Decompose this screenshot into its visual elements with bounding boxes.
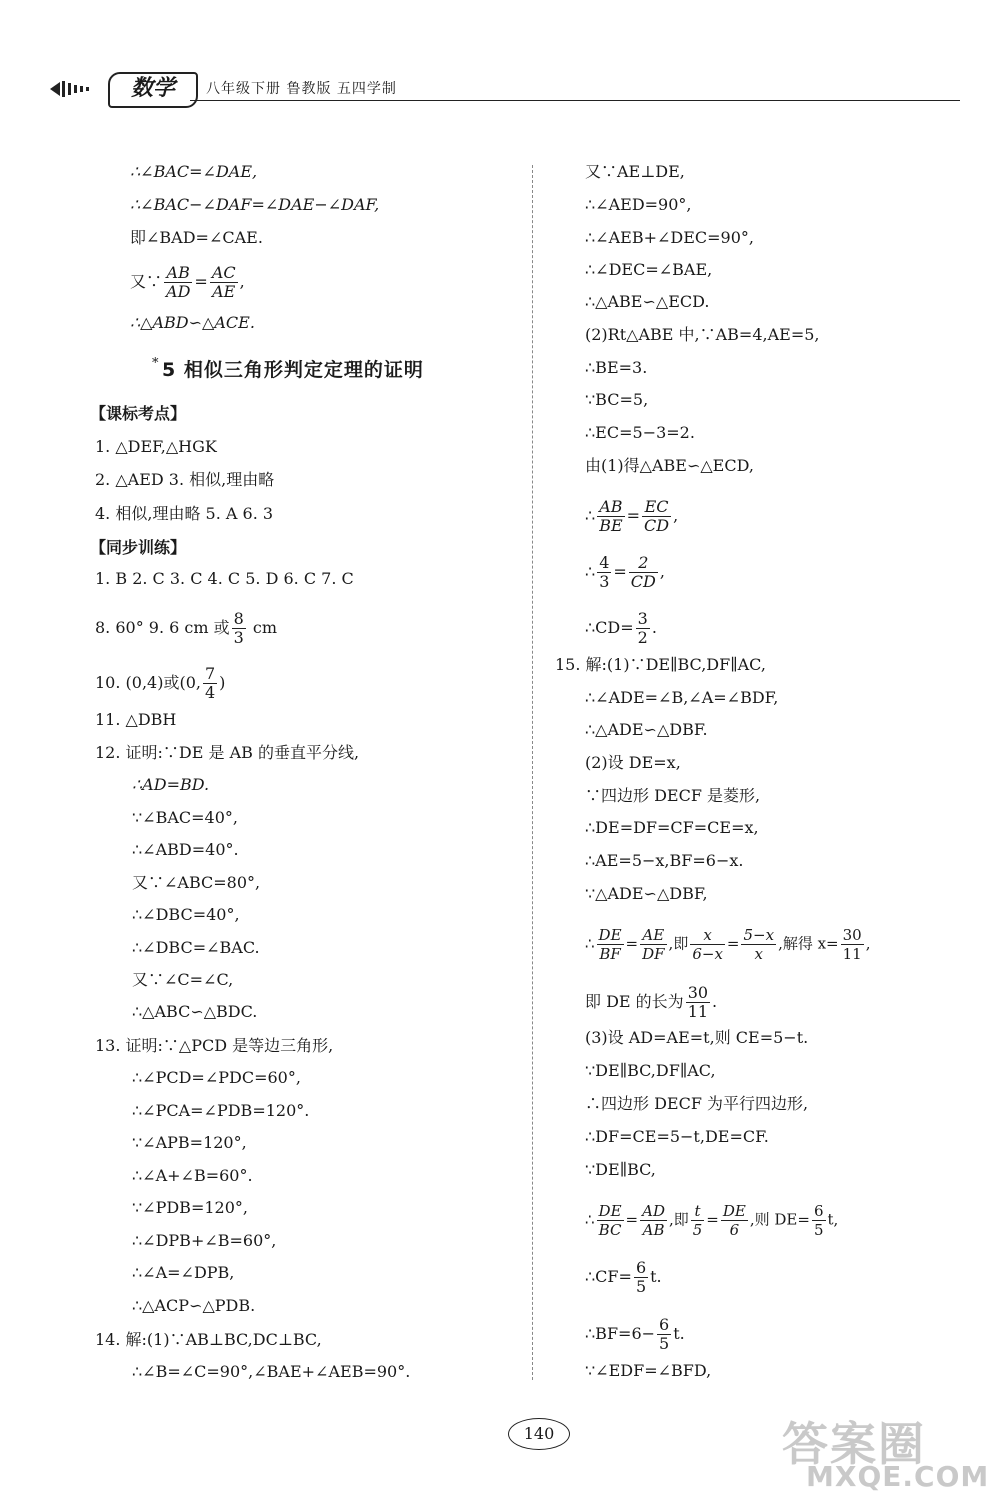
denominator: BF <box>599 945 621 963</box>
text: ∴ <box>585 506 596 525</box>
proof-line: ∴∠DEC=∠BAE, <box>585 260 713 279</box>
proof-line: ∴△ABC∽△BDC. <box>132 1002 258 1021</box>
answer-line <box>95 610 277 647</box>
page-number: 140 <box>508 1418 570 1450</box>
answer-line: 12. 证明:∵DE 是 AB 的垂直平分线, <box>95 743 360 762</box>
proof-line: ∴DF=CE=5−t,DE=CF. <box>585 1127 769 1146</box>
proof-line: (2)Rt△ABE 中,∵AB=4,AE=5, <box>585 325 820 344</box>
proof-line: ∴△ADE∽△DBF. <box>585 720 708 739</box>
fraction <box>741 926 776 963</box>
proof-line: ∵DE∥BC, <box>585 1160 656 1179</box>
numerator: AE <box>640 926 666 945</box>
denominator: 6 <box>729 1221 740 1239</box>
answer-line: 13. 证明:∵△PCD 是等边三角形, <box>95 1036 334 1055</box>
numerator: AB <box>597 498 624 517</box>
numerator: AD <box>642 1202 665 1220</box>
fraction <box>690 926 725 963</box>
fraction <box>642 498 671 535</box>
proof-line: ∵∠BAC=40°, <box>132 808 238 827</box>
fraction <box>597 1202 624 1239</box>
proof-line: ∴∠ABD=40°. <box>132 840 239 859</box>
text: 10. (0,4)或(0, <box>95 673 201 692</box>
proof-line: ∴∠A=∠DPB, <box>132 1263 235 1282</box>
proof-line: ∴∠PCD=∠PDC=60°, <box>132 1068 301 1087</box>
denominator: 5 <box>813 1221 824 1239</box>
proof-line: ∵∠PDB=120°, <box>132 1198 248 1217</box>
text: , <box>673 506 679 525</box>
denominator: 3 <box>599 572 610 591</box>
fraction <box>597 926 624 963</box>
text: ) <box>219 673 226 692</box>
numerator: 8 <box>233 609 244 628</box>
numerator: DE <box>598 926 622 944</box>
numerator: 6 <box>635 1258 647 1277</box>
denominator: CD <box>644 516 670 535</box>
text: ∴BF=6− <box>585 1324 656 1343</box>
text: ∴CD= <box>585 618 634 637</box>
fraction <box>636 610 650 647</box>
section-heading: 【课标考点】 <box>90 404 187 423</box>
fraction <box>812 1202 826 1239</box>
text: = <box>194 272 208 291</box>
fraction <box>640 1202 667 1239</box>
fraction <box>232 610 246 647</box>
fraction <box>597 554 611 591</box>
proof-line: 由(1)得△ABE∽△ECD, <box>585 456 754 475</box>
proof-line: ∴BE=3. <box>585 358 648 377</box>
text: cm <box>247 618 278 637</box>
text: . <box>651 618 657 637</box>
header-rule <box>190 100 960 101</box>
numerator: 4 <box>599 553 610 572</box>
section-heading: 【同步训练】 <box>90 538 187 557</box>
text: , <box>239 272 245 291</box>
proof-line: ∴∠PCA=∠PDB=120°. <box>132 1101 310 1120</box>
watermark-url: MXQE.COM <box>806 1460 990 1493</box>
text: 8. 60° 9. 6 cm 或 <box>95 618 230 637</box>
text: t. <box>673 1324 685 1343</box>
numerator: 2 <box>629 554 658 573</box>
text: ,即 <box>668 1210 689 1229</box>
denominator: AD <box>166 282 191 301</box>
denominator: 5 <box>659 1334 670 1353</box>
denominator: 3 <box>233 628 244 647</box>
answer-line <box>95 665 225 702</box>
numerator: 3 <box>637 609 648 628</box>
text: ∴CF= <box>585 1267 632 1286</box>
fraction-line <box>585 554 665 591</box>
header-text: 八年级下册 鲁教版 五四学制 <box>206 81 397 97</box>
denominator: 2 <box>637 628 648 647</box>
answer-line: 4. 相似,理由略 5. A 6. 3 <box>95 504 274 523</box>
proof-line: ∴∠ADE=∠B,∠A=∠BDF, <box>585 688 779 707</box>
proof-line: 又∵AE⊥DE, <box>585 162 685 181</box>
fraction <box>634 1259 648 1296</box>
denominator: DF <box>642 945 665 963</box>
text-line: ∴△ABD∽△ACE. <box>130 313 255 332</box>
numerator: AC <box>211 263 236 282</box>
text: = <box>613 562 627 581</box>
text: ,则 DE= <box>749 1210 810 1229</box>
text: , <box>865 934 871 953</box>
numerator: 5−x <box>743 926 775 944</box>
fraction-line <box>585 1316 685 1353</box>
subject-badge: 数学 <box>108 72 198 108</box>
fraction <box>164 264 192 301</box>
fraction <box>629 554 658 591</box>
text: ∴ <box>585 1210 595 1229</box>
fraction <box>691 1202 705 1239</box>
fraction-line <box>585 1259 662 1296</box>
proof-line: ∴∠DBC=∠BAC. <box>132 938 260 957</box>
fraction-line <box>585 1202 838 1239</box>
denominator: 4 <box>204 683 216 702</box>
answer-line: 11. △DBH <box>95 710 177 729</box>
proof-line: ∴EC=5−3=2. <box>585 423 695 442</box>
denominator: 5 <box>692 1221 703 1239</box>
numerator: 6 <box>813 1202 824 1220</box>
text: ∴ <box>585 934 595 953</box>
text-line: 即∠BAD=∠CAE. <box>130 228 263 247</box>
proof-line: (2)设 DE=x, <box>585 753 681 772</box>
text: ∴ <box>585 562 596 581</box>
proof-line: ∴△ACP∽△PDB. <box>132 1296 256 1315</box>
denominator: AE <box>212 282 236 301</box>
answer-line: 1. △DEF,△HGK <box>95 437 217 456</box>
text: = <box>706 1210 719 1229</box>
proof-line: ∴∠A+∠B=60°. <box>132 1166 253 1185</box>
proof-line: 又∵∠ABC=80°, <box>132 873 261 892</box>
fraction <box>841 926 864 963</box>
text: ,解得 x= <box>778 934 839 953</box>
proof-line: ∴AE=5−x,BF=6−x. <box>585 851 744 870</box>
proof-line: ∴△ABE∽△ECD. <box>585 292 710 311</box>
denominator: AB <box>642 1221 665 1239</box>
answer-line: 14. 解:(1)∵AB⊥BC,DC⊥BC, <box>95 1330 322 1349</box>
answer-line: 15. 解:(1)∵DE∥BC,DF∥AC, <box>555 655 766 674</box>
watermark-cn: 答案圈 <box>782 1417 926 1471</box>
text-line: ∴∠BAC−∠DAF=∠DAE−∠DAF, <box>130 195 380 214</box>
proof-line: ∵四边形 DECF 是菱形, <box>585 786 761 805</box>
numerator: DE <box>722 1202 746 1220</box>
proof-line: ∴∠AED=90°, <box>585 195 692 214</box>
text: 又∵ <box>130 272 163 291</box>
proof-line: ∴∠DPB+∠B=60°, <box>132 1231 277 1250</box>
text: 即 DE 的长为 <box>585 992 684 1011</box>
book-stack-icon <box>48 78 98 100</box>
proof-line: (3)设 AD=AE=t,则 CE=5−t. <box>585 1028 809 1047</box>
watermark <box>782 1408 992 1492</box>
proof-line: ∵△ADE∽△DBF, <box>585 884 708 903</box>
text: ,即 <box>668 934 689 953</box>
fraction <box>203 665 217 702</box>
text: = <box>626 506 641 525</box>
numerator: AB <box>164 264 192 283</box>
numerator: 30 <box>687 983 709 1002</box>
denominator: BC <box>598 1221 622 1239</box>
fraction-line <box>130 264 245 301</box>
answer-line: 2. △AED 3. 相似,理由略 <box>95 470 275 489</box>
denominator: 11 <box>842 945 862 963</box>
proof-line: ∴四边形 DECF 为平行四边形, <box>585 1094 809 1113</box>
numerator: EC <box>642 498 671 517</box>
denominator: CD <box>630 572 656 591</box>
proof-line: ∴DE=DF=CF=CE=x, <box>585 818 759 837</box>
fraction <box>657 1316 671 1353</box>
proof-line: ∵BC=5, <box>585 390 649 409</box>
text-line: ∴∠BAC=∠DAE, <box>130 162 258 181</box>
proof-line: ∴AD=BD. <box>132 775 210 794</box>
section-title: 5 相似三角形判定定理的证明 <box>162 359 424 381</box>
proof-line: ∴∠B=∠C=90°,∠BAE+∠AEB=90°. <box>132 1362 411 1381</box>
denominator: BE <box>599 516 623 535</box>
text: t. <box>650 1267 662 1286</box>
denominator: 5 <box>635 1277 647 1296</box>
text: = <box>625 934 639 953</box>
proof-line: ∵∠APB=120°, <box>132 1133 247 1152</box>
text: t, <box>827 1210 839 1229</box>
text: = <box>625 1210 639 1229</box>
proof-line: ∴∠AEB+∠DEC=90°, <box>585 228 754 247</box>
numerator: 7 <box>204 664 216 683</box>
proof-line: 又∵∠C=∠C, <box>132 970 234 989</box>
denominator: 6−x <box>692 945 723 963</box>
fraction <box>721 1202 748 1239</box>
numerator: 6 <box>659 1315 670 1334</box>
fraction <box>686 984 710 1021</box>
fraction <box>597 498 624 535</box>
numerator: DE <box>598 1202 622 1220</box>
text: . <box>712 992 718 1011</box>
numerator: x <box>690 926 725 945</box>
fraction-line <box>585 610 657 647</box>
numerator: t <box>691 1202 705 1221</box>
column-divider <box>532 165 533 1380</box>
text: = <box>726 934 740 953</box>
denominator: x <box>754 945 763 963</box>
optional-mark: * <box>152 356 159 371</box>
fraction-line <box>585 498 678 535</box>
text: , <box>659 562 665 581</box>
denominator: 11 <box>687 1002 709 1021</box>
fraction-line <box>585 926 871 963</box>
numerator: 30 <box>842 926 862 944</box>
answer-line: 1. B 2. C 3. C 4. C 5. D 6. C 7. C <box>95 569 354 588</box>
proof-line: ∴∠DBC=40°, <box>132 905 240 924</box>
proof-line: ∵∠EDF=∠BFD, <box>585 1361 712 1380</box>
fraction-line <box>585 984 717 1021</box>
page-header <box>40 70 960 110</box>
proof-line: ∵DE∥BC,DF∥AC, <box>585 1061 716 1080</box>
fraction <box>210 264 238 301</box>
fraction <box>640 926 666 963</box>
